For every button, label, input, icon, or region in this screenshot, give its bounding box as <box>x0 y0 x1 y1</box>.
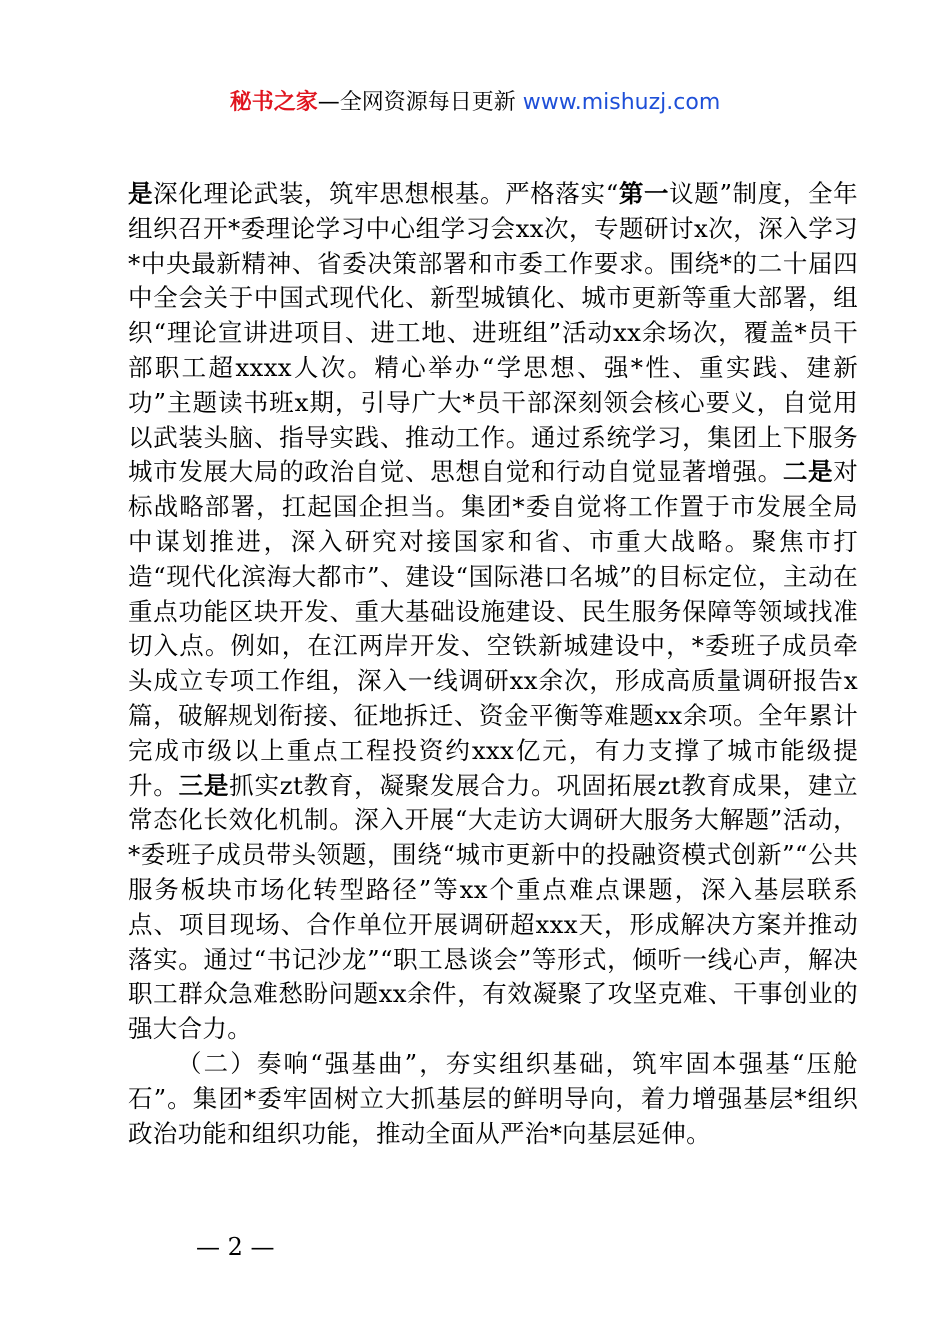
page-number: — 2 — <box>196 1233 275 1261</box>
site-header <box>0 88 950 118</box>
header-dash: — <box>317 90 340 115</box>
item-2-text: 对标战略部署，扛起国企担当。集团*委自觉将工作置于市发展全局中谋划推进，深入研究对接国家和省、市重大战略。聚焦市打造“现代化滨海大都市”、建设“国际港口名城”的目标定位，主动在重点功能区块开发、重大基础设施建设、民生服务保障等领域找准切入点。例如，在江两岸开发、空铁新城建设中，*委班子成员牵头成立专项工作组，深入一线调研xx余次，形成高质量调研报告x篇，破解规划衔接、征地拆迁、资金平衡等难题xx余项。全年累计完成市级以上重点工程投资约xxx亿元，有力支撑了城市能级提升。 <box>128 457 858 800</box>
document-body <box>128 177 858 1151</box>
paragraph-1 <box>128 177 858 1047</box>
paragraph-2: （二）奏响“强基曲”，夯实组织基础，筑牢固本强基“压舱石”。集团*委牢固树立大抓基层的鲜明导向，着力增强基层*组织政治功能和组织功能，推动全面从严治*向基层延伸。 <box>128 1048 858 1148</box>
item-1-text: 深化理论武装，筑牢思想根基。严格落实“ <box>153 179 619 208</box>
item-3-marker: 三是 <box>178 770 230 800</box>
item-3-text: 抓实zt教育，凝聚发展合力。巩固拓展zt教育成果，建立常态化长效化机制。深入开展“大走访大调研大服务大解题”活动，*委班子成员带头领题，围绕“城市更新中的投融资模式创新”“公共服务板块市场化转型路径”等xx个重点难点课题，深入基层联系点、项目现场、合作单位开展调研超xxx天，形成解决方案并推动落实。通过“书记沙龙”“职工恳谈会”等形式，倾听一线心声，解决职工群众急难愁盼问题xx余件，有效凝聚了攻坚克难、干事创业的强大合力。 <box>128 770 858 1044</box>
item-1-text-continued: 议题”制度，全年组织召开*委理论学习中心组学习会xx次，专题研讨x次，深入学习*中央最新精神、省委决策部署和市委工作要求。围绕*的二十届四中全会关于中国式现代化、新型城镇化、城市更新等重大部署，组织“理论宣讲进项目、进工地、进班组”活动xx余场次，覆盖*员干部职工超xxxx人次。精心举办“学思想、强*性、重实践、建新功”主题读书班x期，引导广大*员干部深刻领会核心要义，自觉用以武装头脑、指导实践、推动工作。通过系统学习，集团上下服务城市发展大局的政治自觉、思想自觉和行动自觉显著增强。 <box>128 179 858 487</box>
item-1-marker: 是 <box>128 179 154 208</box>
site-tagline: 全网资源每日更新 <box>339 90 516 115</box>
site-url-link[interactable]: www.mishuzj.com <box>522 90 721 115</box>
site-brand: 秘书之家 <box>229 90 318 115</box>
item-1-emphasis: 第一 <box>618 179 670 208</box>
item-2-marker: 二是 <box>782 457 834 487</box>
